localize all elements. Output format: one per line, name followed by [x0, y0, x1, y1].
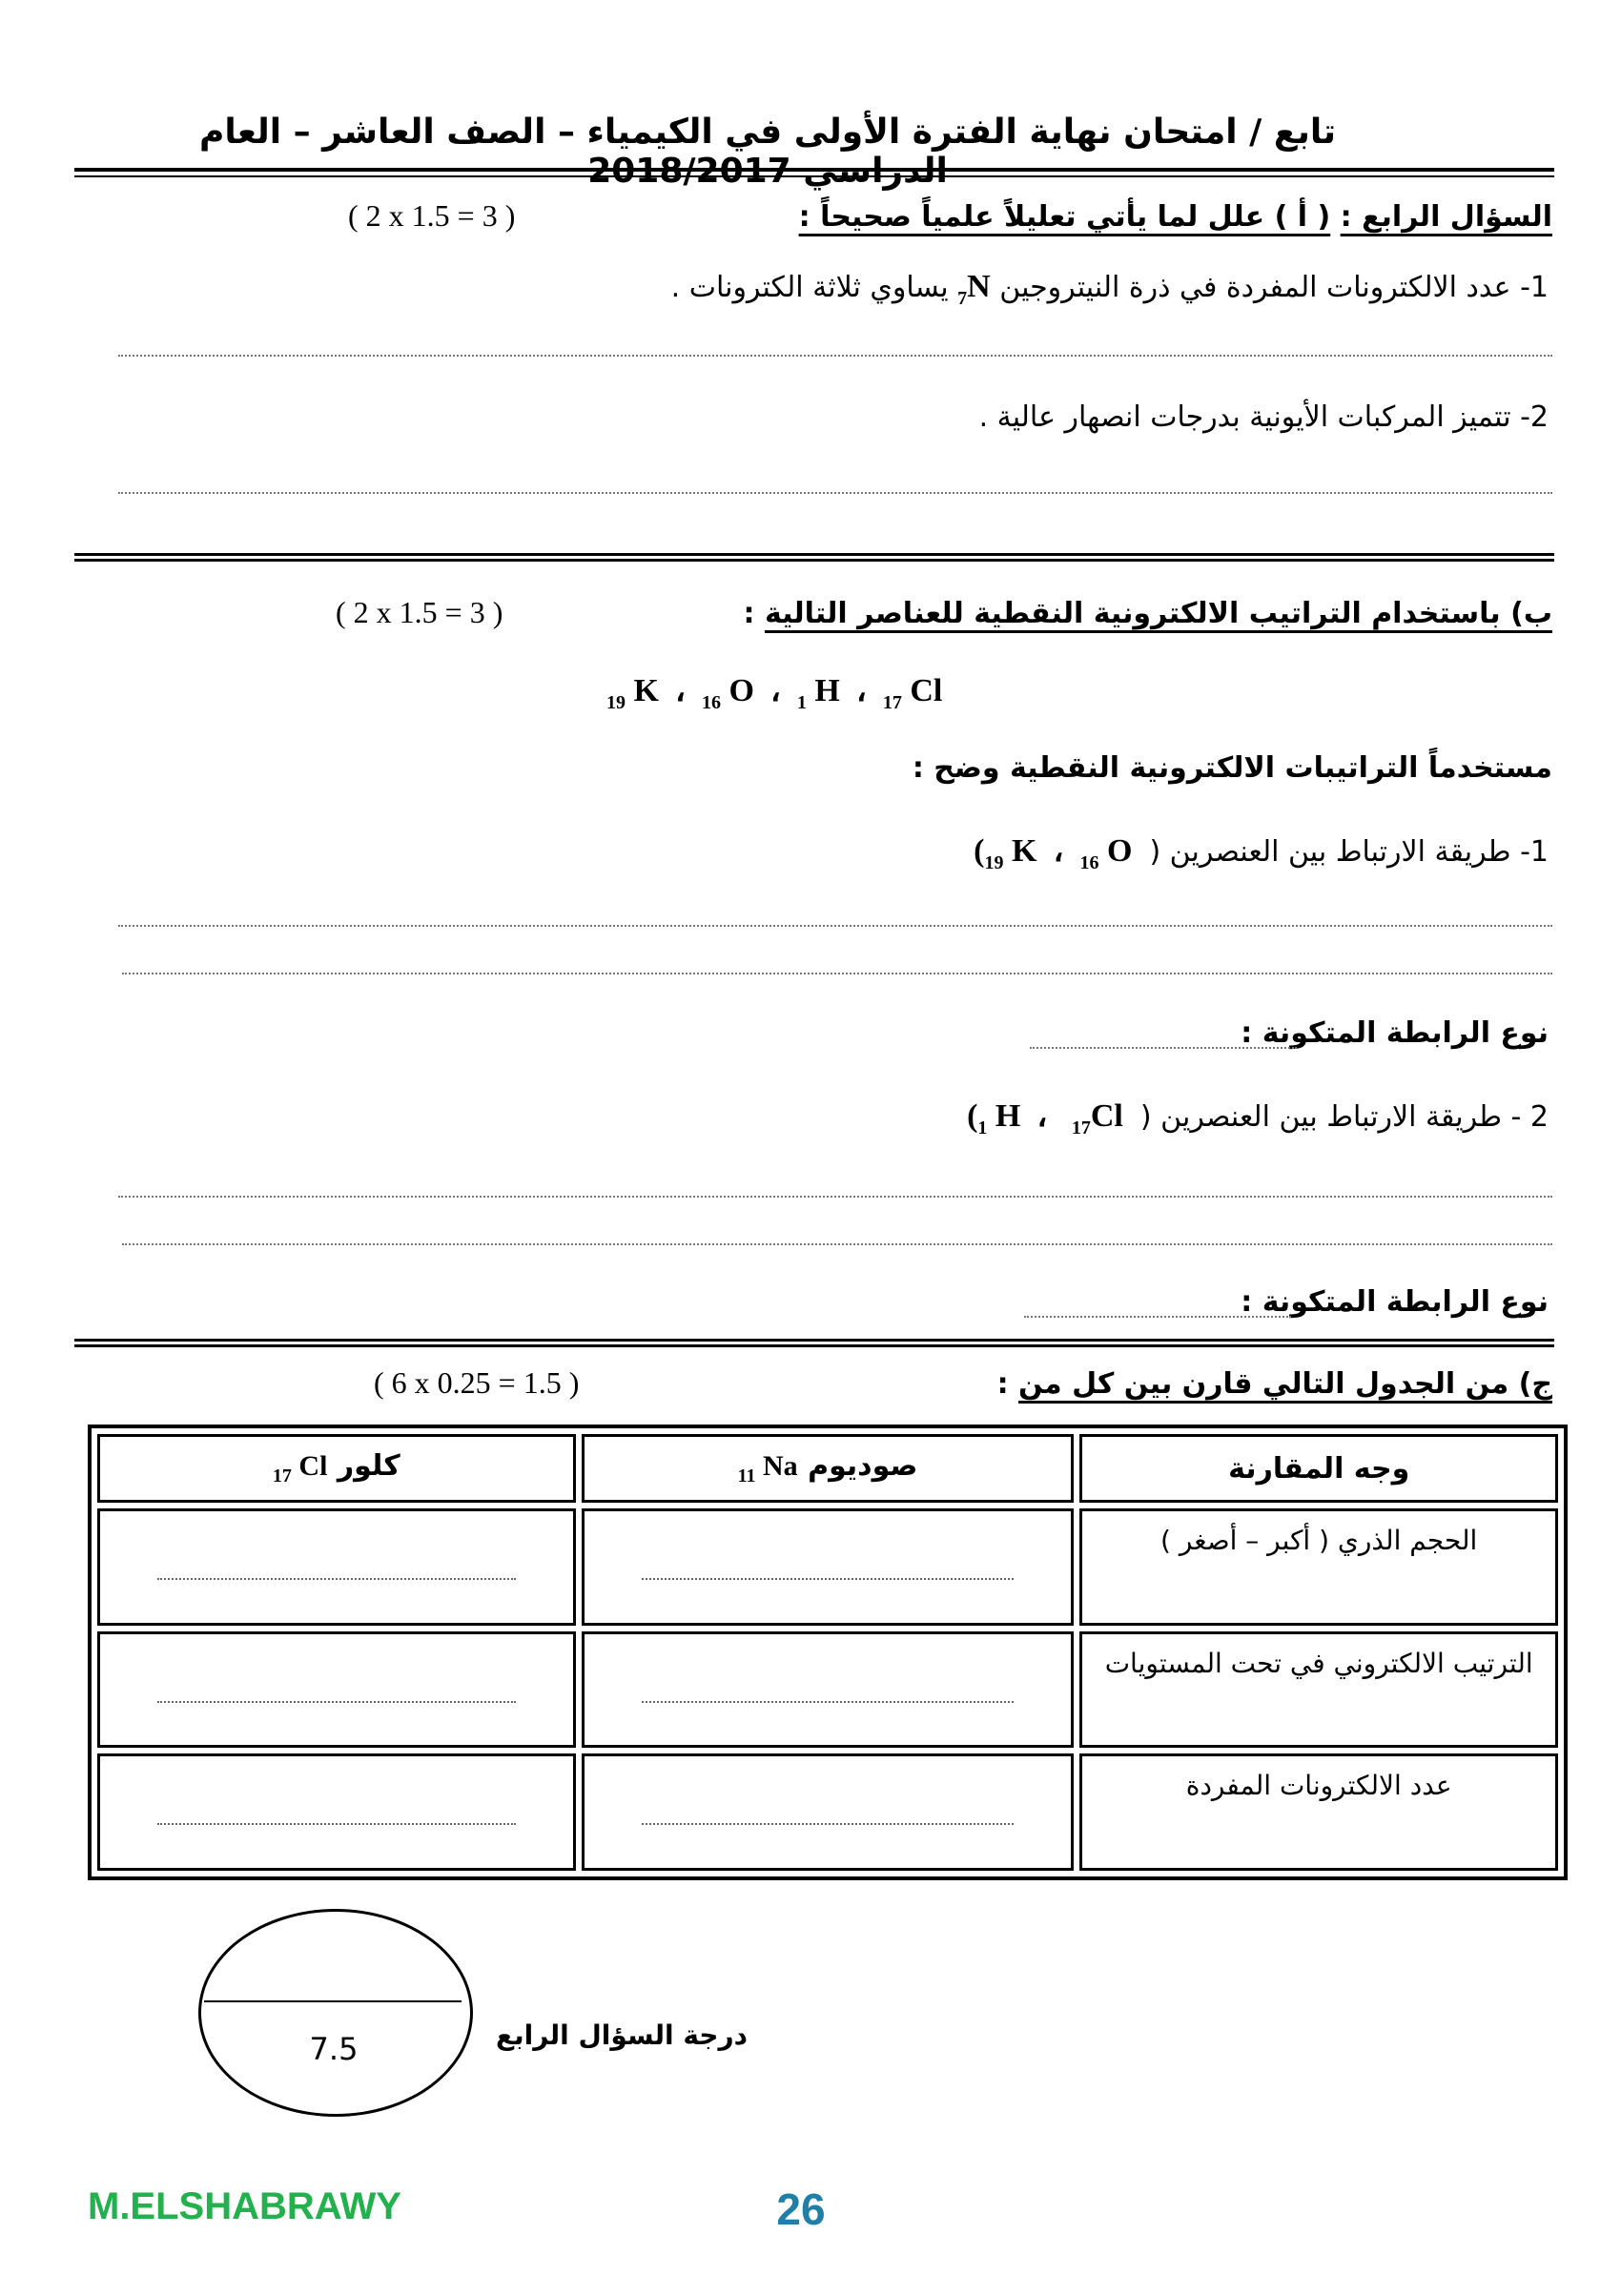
bond-type-answer-1[interactable] — [1030, 1047, 1297, 1049]
part-b-heading: ب) باستخدام التراتيب الالكترونية النقطية للعناصر التالية : — [743, 597, 1552, 630]
answer-cell-sodium[interactable] — [582, 1753, 1075, 1871]
part-a-question-2: 2- تتميز المركبات الأيونية بدرجات انصهار عالية . — [978, 400, 1549, 434]
part-c-instruction: ج) من الجدول التالي قارن بين كل من — [1018, 1367, 1552, 1401]
page-title: تابع / امتحان نهاية الفترة الأولى في الكيمياء – الصف العاشر – العام الدراسي 2018/2017 — [199, 113, 1336, 191]
table-row — [97, 1753, 1558, 1871]
element-cl: $_{17}$ Cl — [882, 673, 943, 713]
answer-line[interactable] — [118, 925, 1552, 927]
answer-cell-chlorine[interactable] — [97, 1631, 576, 1749]
answer-cell-sodium[interactable] — [582, 1508, 1075, 1626]
criterion-cell: الحجم الذري ( أكبر – أصغر ) — [1079, 1508, 1558, 1626]
criterion-cell: الترتيب الالكتروني في تحت المستويات — [1079, 1631, 1558, 1749]
table-header-row — [97, 1434, 1558, 1503]
part-a-instruction: ( أ ) علل لما يأتي تعليلاً علمياً صحيحاً : — [798, 200, 1331, 234]
section-divider — [74, 553, 1554, 562]
grade-label: درجة السؤال الرابع — [496, 2019, 748, 2051]
grade-fraction-line — [204, 2000, 462, 2002]
answer-cell-chlorine[interactable] — [97, 1753, 576, 1871]
part-a-question-1 — [671, 269, 1549, 310]
part-b-instruction: ب) باستخدام التراتيب الالكترونية النقطية للعناصر التالية — [764, 597, 1552, 630]
table-row — [97, 1631, 1558, 1749]
answer-line[interactable] — [118, 492, 1552, 494]
element-h: $_1$ H — [796, 673, 840, 713]
element-o: $_{16}$ O — [701, 673, 754, 713]
part-a-marks: ( 2 x 1.5 = 3 ) — [348, 198, 516, 233]
author-name: M.ELSHABRAWY — [88, 2185, 401, 2227]
criterion-cell: عدد الالكترونات المفردة — [1079, 1753, 1558, 1871]
nitrogen-symbol: $_7$N — [957, 269, 991, 309]
part-b-question-2: 2 - طريقة الارتباط بين العنصرين ( $_1$ H ، $_{17}$Cl ) — [967, 1098, 1549, 1138]
answer-cell-sodium[interactable] — [582, 1631, 1075, 1749]
answer-line[interactable] — [118, 1196, 1552, 1198]
grade-total: 7.5 — [309, 2031, 359, 2067]
answer-line[interactable] — [122, 973, 1552, 974]
header-criterion: وجه المقارنة — [1079, 1434, 1558, 1503]
part-b-subinstruction: مستخدماً التراتيبات الالكترونية النقطية وضح : — [912, 751, 1552, 785]
part-c-heading: ج) من الجدول التالي قارن بين كل من : — [996, 1367, 1552, 1401]
question-label: السؤال الرابع : — [1340, 200, 1552, 234]
part-b-question-1: 1- طريقة الارتباط بين العنصرين ( $_{19}$ K ، $_{16}$ O ) — [974, 833, 1549, 873]
part-b-marks: ( 2 x 1.5 = 3 ) — [336, 595, 503, 629]
bond-type-answer-2[interactable] — [1024, 1316, 1291, 1318]
answer-cell-chlorine[interactable] — [97, 1508, 576, 1626]
header-chlorine: $_{17}$ Cl كلور — [97, 1434, 576, 1503]
section-divider — [74, 1339, 1554, 1347]
grade-oval — [198, 1909, 473, 2117]
answer-line[interactable] — [122, 1243, 1552, 1245]
page-number: 26 — [776, 2184, 826, 2234]
header-sodium: $_{11}$ Na صوديوم — [582, 1434, 1075, 1503]
elements-list: $_{19}$ K ، $_{16}$ O ، $_1$ H ، $_{17}$ Cl — [606, 673, 943, 713]
q1-suffix: يساوي ثلاثة الكترونات . — [670, 271, 949, 304]
q1-prefix: 1- عدد الالكترونات المفردة في ذرة النيتروجين — [999, 271, 1549, 304]
comparison-table — [88, 1425, 1568, 1880]
answer-line[interactable] — [118, 355, 1552, 357]
part-a-heading — [799, 200, 1552, 234]
element-k: $_{19}$ K — [606, 673, 659, 713]
header-divider — [74, 168, 1554, 177]
part-c-marks: ( 6 x 0.25 = 1.5 ) — [374, 1365, 580, 1400]
bond-type-1: نوع الرابطة المتكونة : — [1241, 1016, 1549, 1050]
bond-type-2: نوع الرابطة المتكونة : — [1241, 1285, 1549, 1319]
table-row — [97, 1508, 1558, 1626]
